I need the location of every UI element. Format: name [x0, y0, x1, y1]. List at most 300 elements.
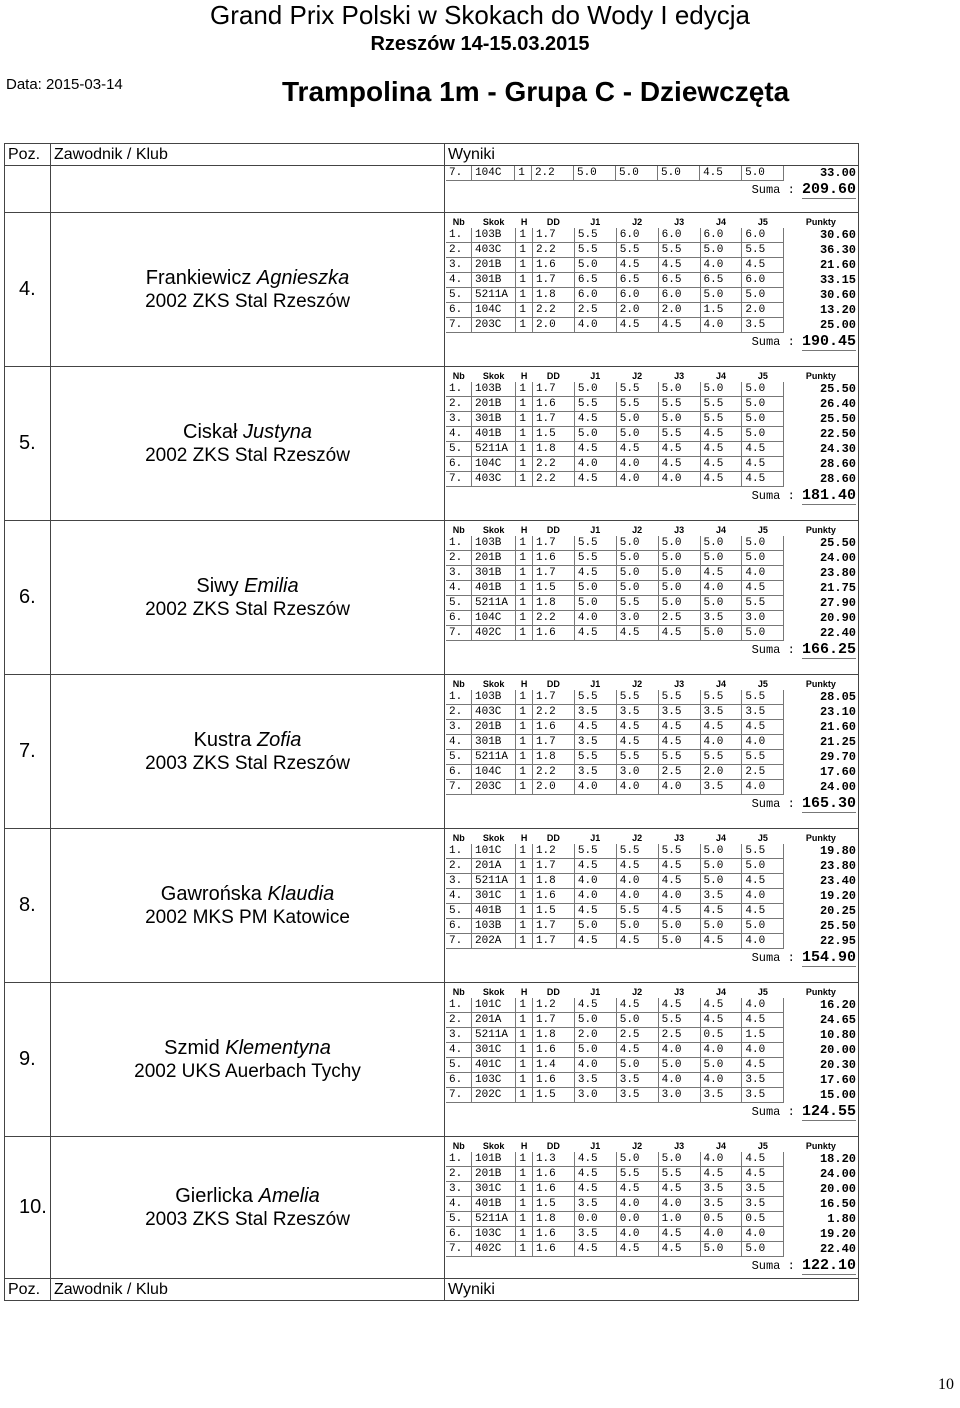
- athlete-club: 2003 ZKS Stal Rzeszów: [145, 1208, 350, 1230]
- dive-j2: 4.0: [616, 889, 658, 904]
- dive-j1: 4.0: [574, 1058, 616, 1073]
- dive-skok: 103C: [472, 1227, 516, 1242]
- dive-row: [446, 303, 858, 318]
- dive-row: [446, 566, 858, 581]
- dive-skok: 203C: [472, 780, 516, 795]
- dive-header-nb: Nb: [452, 986, 465, 997]
- dive-skok: 201A: [472, 1013, 516, 1028]
- dive-header-j3: J3: [674, 216, 685, 227]
- dive-nb: 5.: [446, 442, 472, 457]
- dive-nb: 1.: [446, 228, 472, 243]
- dive-header-punkty: Punkty: [805, 986, 836, 997]
- dive-punkty: 15.00: [819, 1088, 856, 1102]
- dive-j3: 6.5: [658, 273, 700, 288]
- dive-j2: 4.5: [616, 1043, 658, 1058]
- dive-h: 1: [516, 382, 533, 397]
- dive-dd: 1.7: [532, 536, 574, 551]
- sum-value: 166.25: [801, 641, 856, 658]
- dive-header-j5: J5: [757, 678, 768, 689]
- dive-j5: 5.0: [742, 859, 784, 874]
- dive-skok: 201B: [472, 1167, 516, 1182]
- athlete-firstname: Klementyna: [225, 1036, 331, 1059]
- athlete-firstname: Amelia: [258, 1184, 320, 1207]
- col-athlete-footer: Zawodnik / Klub: [51, 1279, 445, 1301]
- dive-row: [446, 1028, 858, 1043]
- dive-j3: 4.5: [658, 874, 700, 889]
- dive-punkty: 24.00: [819, 551, 856, 565]
- sum-label: Suma :: [751, 183, 795, 197]
- dive-punkty: 13.20: [819, 303, 856, 317]
- dive-j4: 0.5: [700, 1028, 742, 1043]
- dive-table: [446, 523, 858, 641]
- dive-skok: 403C: [472, 472, 516, 487]
- dive-nb: 3.: [446, 1028, 472, 1043]
- dive-punkty: 21.75: [819, 581, 856, 595]
- dive-j4: 3.5: [700, 611, 742, 626]
- dive-header-nb: Nb: [452, 370, 465, 381]
- dive-dd: 1.8: [532, 1028, 574, 1043]
- dive-header-row: [446, 677, 858, 690]
- dive-j3: 5.0: [658, 934, 700, 949]
- total-sum: [445, 1103, 858, 1120]
- dive-row: [446, 228, 858, 243]
- dive-j3: 5.0: [658, 536, 700, 551]
- dive-j1: 5.0: [574, 919, 616, 934]
- dive-j3: 5.5: [658, 243, 700, 258]
- dive-header-h: H: [520, 370, 528, 381]
- dive-nb: 5.: [446, 596, 472, 611]
- dive-punkty: 22.40: [819, 626, 856, 640]
- dive-j2: 5.5: [616, 690, 658, 705]
- dive-punkty: 20.25: [819, 904, 856, 918]
- dive-j3: 5.0: [658, 1058, 700, 1073]
- dive-dd: 1.6: [532, 397, 574, 412]
- dive-dd: 1.6: [532, 1073, 574, 1088]
- athlete-cell: [51, 675, 445, 829]
- dive-j1: 0.0: [574, 1212, 616, 1227]
- dive-row: [446, 596, 858, 611]
- dive-j1: 4.5: [574, 934, 616, 949]
- dive-j5: 3.0: [742, 611, 784, 626]
- dive-j1: 5.0: [574, 427, 616, 442]
- dive-nb: 7.: [446, 1088, 472, 1103]
- dive-j2: 2.0: [616, 303, 658, 318]
- dive-skok: 5211A: [472, 1212, 516, 1227]
- dive-skok: 101B: [472, 1152, 516, 1167]
- dive-row: [446, 735, 858, 750]
- dive-j4: 5.0: [700, 1058, 742, 1073]
- dive-dd: 1.7: [532, 859, 574, 874]
- dive-punkty: 17.60: [819, 1073, 856, 1087]
- dive-j3: 4.5: [658, 442, 700, 457]
- dive-header-skok: Skok: [482, 678, 505, 689]
- dive-punkty: 21.25: [819, 735, 856, 749]
- position: 4.: [5, 213, 51, 367]
- athlete-surname: Ciskał: [183, 420, 244, 443]
- dive-punkty: 28.05: [819, 690, 856, 705]
- dive-j1: 3.5: [574, 1073, 616, 1088]
- dive-header-dd: DD: [546, 1140, 560, 1151]
- dive-h: 1: [516, 1058, 533, 1073]
- total-sum: [445, 795, 858, 812]
- dive-j1: 4.5: [574, 998, 616, 1013]
- results-cell: [445, 1137, 859, 1279]
- results-cell: [445, 213, 859, 367]
- dive-j2: 3.0: [616, 765, 658, 780]
- dive-row: [446, 1197, 858, 1212]
- dive-nb: 6.: [446, 303, 472, 318]
- dive-j3: 4.5: [658, 859, 700, 874]
- dive-row: [446, 1013, 858, 1028]
- dive-j3: 3.5: [658, 705, 700, 720]
- dive-h: 1: [516, 626, 533, 641]
- dive-row: [446, 750, 858, 765]
- dive-punkty: 28.60: [819, 472, 856, 486]
- dive-row: [446, 581, 858, 596]
- dive-h: 1: [516, 412, 533, 427]
- dive-skok: 104C: [472, 166, 515, 181]
- dive-j2: 4.0: [616, 472, 658, 487]
- dive-j4: 5.5: [700, 750, 742, 765]
- dive-j3: 5.0: [658, 566, 700, 581]
- dive-row: [446, 904, 858, 919]
- dive-j5: 4.5: [742, 720, 784, 735]
- dive-skok: 201B: [472, 720, 516, 735]
- position: 7.: [5, 675, 51, 829]
- dive-h: 1: [516, 844, 533, 859]
- dive-punkty: 29.70: [819, 750, 856, 764]
- dive-h: 1: [516, 273, 533, 288]
- dive-header-j1: J1: [590, 216, 601, 227]
- dive-j5: 4.0: [742, 735, 784, 750]
- dive-j3: 5.0: [658, 382, 700, 397]
- dive-j3: 2.5: [658, 611, 700, 626]
- athlete-name: [51, 1184, 444, 1208]
- dive-j3: 4.5: [658, 318, 700, 333]
- dive-h: 1: [516, 611, 533, 626]
- dive-j1: 4.5: [574, 904, 616, 919]
- dive-j2: 5.5: [616, 1167, 658, 1182]
- dive-h: 1: [516, 581, 533, 596]
- dive-j4: 4.0: [700, 1043, 742, 1058]
- dive-j2: 4.0: [616, 1197, 658, 1212]
- dive-skok: 5211A: [472, 442, 516, 457]
- dive-dd: 1.6: [532, 720, 574, 735]
- dive-j3: 4.0: [658, 780, 700, 795]
- dive-skok: 301C: [472, 1043, 516, 1058]
- header-row-bottom: [5, 1279, 859, 1301]
- dive-j5: 4.0: [742, 1227, 784, 1242]
- dive-j1: 3.0: [574, 1088, 616, 1103]
- dive-j2: 5.5: [616, 596, 658, 611]
- dive-h: 1: [516, 1043, 533, 1058]
- dive-h: 1: [516, 874, 533, 889]
- dive-h: 1: [516, 1182, 533, 1197]
- sum-value: 209.60: [801, 181, 856, 198]
- results-cell: [445, 367, 859, 521]
- dive-dd: 1.6: [532, 1242, 574, 1257]
- dive-nb: 7.: [446, 166, 472, 181]
- sum-value: 165.30: [801, 795, 856, 812]
- dive-skok: 5211A: [472, 750, 516, 765]
- dive-j3: 5.5: [658, 1013, 700, 1028]
- dive-punkty: 24.30: [819, 442, 856, 456]
- dive-header-j2: J2: [632, 832, 643, 843]
- dive-table: [446, 831, 858, 949]
- dive-header-h: H: [520, 1140, 528, 1151]
- dive-dd: 1.6: [532, 1043, 574, 1058]
- dive-punkty: 17.60: [819, 765, 856, 779]
- dive-j1: 4.5: [574, 626, 616, 641]
- dive-skok: 103B: [472, 919, 516, 934]
- dive-j3: 4.5: [658, 904, 700, 919]
- col-poz-header: Poz.: [5, 144, 51, 166]
- dive-h: 1: [516, 1028, 533, 1043]
- dive-nb: 4.: [446, 1043, 472, 1058]
- dive-header-j5: J5: [757, 986, 768, 997]
- dive-j5: 4.5: [742, 442, 784, 457]
- competitor-row: [5, 983, 859, 1137]
- dive-j4: 5.0: [700, 1242, 742, 1257]
- dive-dd: 1.6: [532, 1182, 574, 1197]
- dive-nb: 1.: [446, 382, 472, 397]
- dive-header-j4: J4: [715, 832, 726, 843]
- dive-j4: 4.5: [700, 427, 742, 442]
- dive-header-h: H: [520, 832, 528, 843]
- dive-header-dd: DD: [546, 678, 560, 689]
- dive-j1: 5.0: [574, 581, 616, 596]
- results-table: [4, 143, 859, 1301]
- athlete-club: 2002 ZKS Stal Rzeszów: [145, 290, 350, 312]
- dive-header-dd: DD: [546, 832, 560, 843]
- dive-j1: 6.0: [574, 288, 616, 303]
- dive-h: 1: [516, 1073, 533, 1088]
- dive-skok: 5211A: [472, 596, 516, 611]
- dive-h: 1: [516, 472, 533, 487]
- dive-j5: 4.0: [742, 889, 784, 904]
- dive-j5: 3.5: [742, 318, 784, 333]
- dive-nb: 1.: [446, 536, 472, 551]
- dive-row: [446, 551, 858, 566]
- dive-j5: 5.0: [742, 397, 784, 412]
- dive-j3: 2.5: [658, 765, 700, 780]
- dive-j3: 6.0: [658, 228, 700, 243]
- position: 10.: [5, 1137, 51, 1279]
- dive-skok: 401B: [472, 427, 516, 442]
- dive-nb: 7.: [446, 318, 472, 333]
- dive-row: [446, 720, 858, 735]
- dive-nb: 3.: [446, 566, 472, 581]
- dive-j1: 5.5: [574, 536, 616, 551]
- dive-j2: 4.5: [616, 859, 658, 874]
- dive-j3: 5.0: [658, 596, 700, 611]
- dive-header-j1: J1: [590, 678, 601, 689]
- athlete-firstname: Agnieszka: [256, 266, 350, 289]
- dive-dd: 1.7: [532, 735, 574, 750]
- dive-j3: 4.0: [658, 1043, 700, 1058]
- dive-header-j5: J5: [757, 524, 768, 535]
- dive-punkty: 22.95: [819, 934, 856, 948]
- dive-j1: 4.0: [574, 889, 616, 904]
- dive-row: [446, 166, 858, 181]
- dive-dd: 1.6: [532, 551, 574, 566]
- dive-dd: 2.2: [531, 166, 573, 181]
- dive-j2: 3.5: [616, 1073, 658, 1088]
- dive-dd: 1.2: [532, 844, 574, 859]
- dive-j2: 4.5: [616, 1182, 658, 1197]
- dive-dd: 2.2: [532, 765, 574, 780]
- dive-j1: 3.5: [574, 705, 616, 720]
- dive-h: 1: [516, 1167, 533, 1182]
- dive-header-skok: Skok: [482, 986, 505, 997]
- dive-j5: 5.0: [742, 626, 784, 641]
- dive-j3: 4.0: [658, 1073, 700, 1088]
- sum-value: 154.90: [801, 949, 856, 966]
- dive-header-j4: J4: [715, 524, 726, 535]
- dive-header-j2: J2: [632, 370, 643, 381]
- dive-j1: 4.5: [574, 1167, 616, 1182]
- dive-header-row: [446, 523, 858, 536]
- sum-label: Suma :: [751, 797, 795, 811]
- sum-value: 124.55: [801, 1103, 856, 1120]
- dive-j4: 4.5: [700, 1167, 742, 1182]
- dive-j5: 4.0: [742, 934, 784, 949]
- dive-j1: 2.0: [574, 1028, 616, 1043]
- dive-j3: 5.0: [658, 166, 700, 181]
- dive-dd: 1.8: [532, 750, 574, 765]
- dive-punkty: 22.40: [819, 1242, 856, 1256]
- dive-j3: 2.0: [658, 303, 700, 318]
- dive-row: [446, 705, 858, 720]
- page-number: 10: [938, 1376, 954, 1393]
- dive-punkty: 30.60: [819, 228, 856, 243]
- dive-j5: 0.5: [742, 1212, 784, 1227]
- dive-nb: 6.: [446, 919, 472, 934]
- dive-j5: 2.5: [742, 765, 784, 780]
- dive-header-punkty: Punkty: [805, 370, 836, 381]
- dive-skok: 201A: [472, 859, 516, 874]
- dive-header-j1: J1: [590, 1140, 601, 1151]
- dive-j2: 5.0: [616, 427, 658, 442]
- dive-header-skok: Skok: [482, 216, 505, 227]
- dive-punkty: 33.00: [819, 166, 856, 181]
- dive-j5: 3.5: [742, 1197, 784, 1212]
- dive-punkty: 16.50: [819, 1197, 856, 1211]
- dive-j1: 4.5: [574, 859, 616, 874]
- dive-j2: 4.0: [616, 780, 658, 795]
- dive-j1: 5.0: [574, 1013, 616, 1028]
- dive-row: [446, 442, 858, 457]
- dive-dd: 2.2: [532, 457, 574, 472]
- athlete-name: [51, 420, 444, 444]
- dive-j3: 4.0: [658, 472, 700, 487]
- dive-header-j2: J2: [632, 216, 643, 227]
- dive-j5: 5.0: [742, 166, 784, 181]
- dive-j5: 4.5: [742, 904, 784, 919]
- dive-j2: 3.5: [616, 705, 658, 720]
- dive-header-j4: J4: [715, 678, 726, 689]
- dive-j5: 3.5: [742, 705, 784, 720]
- dive-j3: 6.0: [658, 288, 700, 303]
- dive-h: 1: [516, 889, 533, 904]
- dive-punkty: 27.90: [819, 596, 856, 610]
- dive-nb: 1.: [446, 844, 472, 859]
- col-poz-footer: Poz.: [5, 1279, 51, 1301]
- dive-row: [446, 457, 858, 472]
- dive-punkty: 24.65: [819, 1013, 856, 1027]
- dive-header-j1: J1: [590, 832, 601, 843]
- sum-value: 181.40: [801, 487, 856, 504]
- dive-j4: 4.0: [700, 318, 742, 333]
- dive-j2: 3.0: [616, 611, 658, 626]
- dive-skok: 202C: [472, 1088, 516, 1103]
- dive-skok: 201B: [472, 258, 516, 273]
- dive-j1: 5.5: [574, 551, 616, 566]
- dive-dd: 1.5: [532, 581, 574, 596]
- dive-j4: 3.5: [700, 1088, 742, 1103]
- dive-j3: 5.0: [658, 581, 700, 596]
- dive-dd: 1.7: [532, 1013, 574, 1028]
- total-sum: [445, 1257, 858, 1274]
- dive-h: 1: [516, 1227, 533, 1242]
- dive-j5: 5.0: [742, 1242, 784, 1257]
- dive-j3: 5.0: [658, 551, 700, 566]
- dive-j1: 5.5: [574, 690, 616, 705]
- dive-row: [446, 780, 858, 795]
- dive-h: 1: [516, 457, 533, 472]
- dive-skok: 402C: [472, 1242, 516, 1257]
- dive-j4: 4.5: [700, 166, 742, 181]
- dive-j1: 5.0: [574, 258, 616, 273]
- dive-j5: 4.5: [742, 1167, 784, 1182]
- dive-nb: 4.: [446, 581, 472, 596]
- total-sum: [445, 641, 858, 658]
- dive-j1: 4.5: [574, 720, 616, 735]
- athlete-cell: [51, 1137, 445, 1279]
- dive-punkty: 20.00: [819, 1182, 856, 1196]
- sum-label: Suma :: [751, 1105, 795, 1119]
- dive-j1: 5.5: [574, 750, 616, 765]
- dive-j4: 5.0: [700, 874, 742, 889]
- dive-h: 1: [516, 1088, 533, 1103]
- athlete-name: [51, 574, 444, 598]
- dive-j2: 5.0: [616, 1058, 658, 1073]
- dive-skok: 403C: [472, 705, 516, 720]
- dive-header-skok: Skok: [482, 524, 505, 535]
- dive-nb: 7.: [446, 780, 472, 795]
- dive-row: [446, 626, 858, 641]
- dive-header-row: [446, 369, 858, 382]
- dive-j1: 5.0: [574, 596, 616, 611]
- dive-punkty: 20.00: [819, 1043, 856, 1057]
- dive-j1: 4.5: [574, 1242, 616, 1257]
- dive-h: 1: [516, 1212, 533, 1227]
- dive-h: 1: [516, 288, 533, 303]
- dive-skok: 301C: [472, 1182, 516, 1197]
- dive-dd: 1.7: [532, 273, 574, 288]
- dive-punkty: 25.00: [819, 318, 856, 332]
- header-row-top: [5, 144, 859, 166]
- dive-row: [446, 427, 858, 442]
- dive-j4: 4.5: [700, 934, 742, 949]
- dive-j4: 5.0: [700, 919, 742, 934]
- dive-row: [446, 243, 858, 258]
- dive-dd: 1.3: [532, 1152, 574, 1167]
- dive-h: 1: [516, 1242, 533, 1257]
- dive-skok: 103B: [472, 228, 516, 243]
- dive-j1: 4.5: [574, 1182, 616, 1197]
- dive-j5: 5.0: [742, 427, 784, 442]
